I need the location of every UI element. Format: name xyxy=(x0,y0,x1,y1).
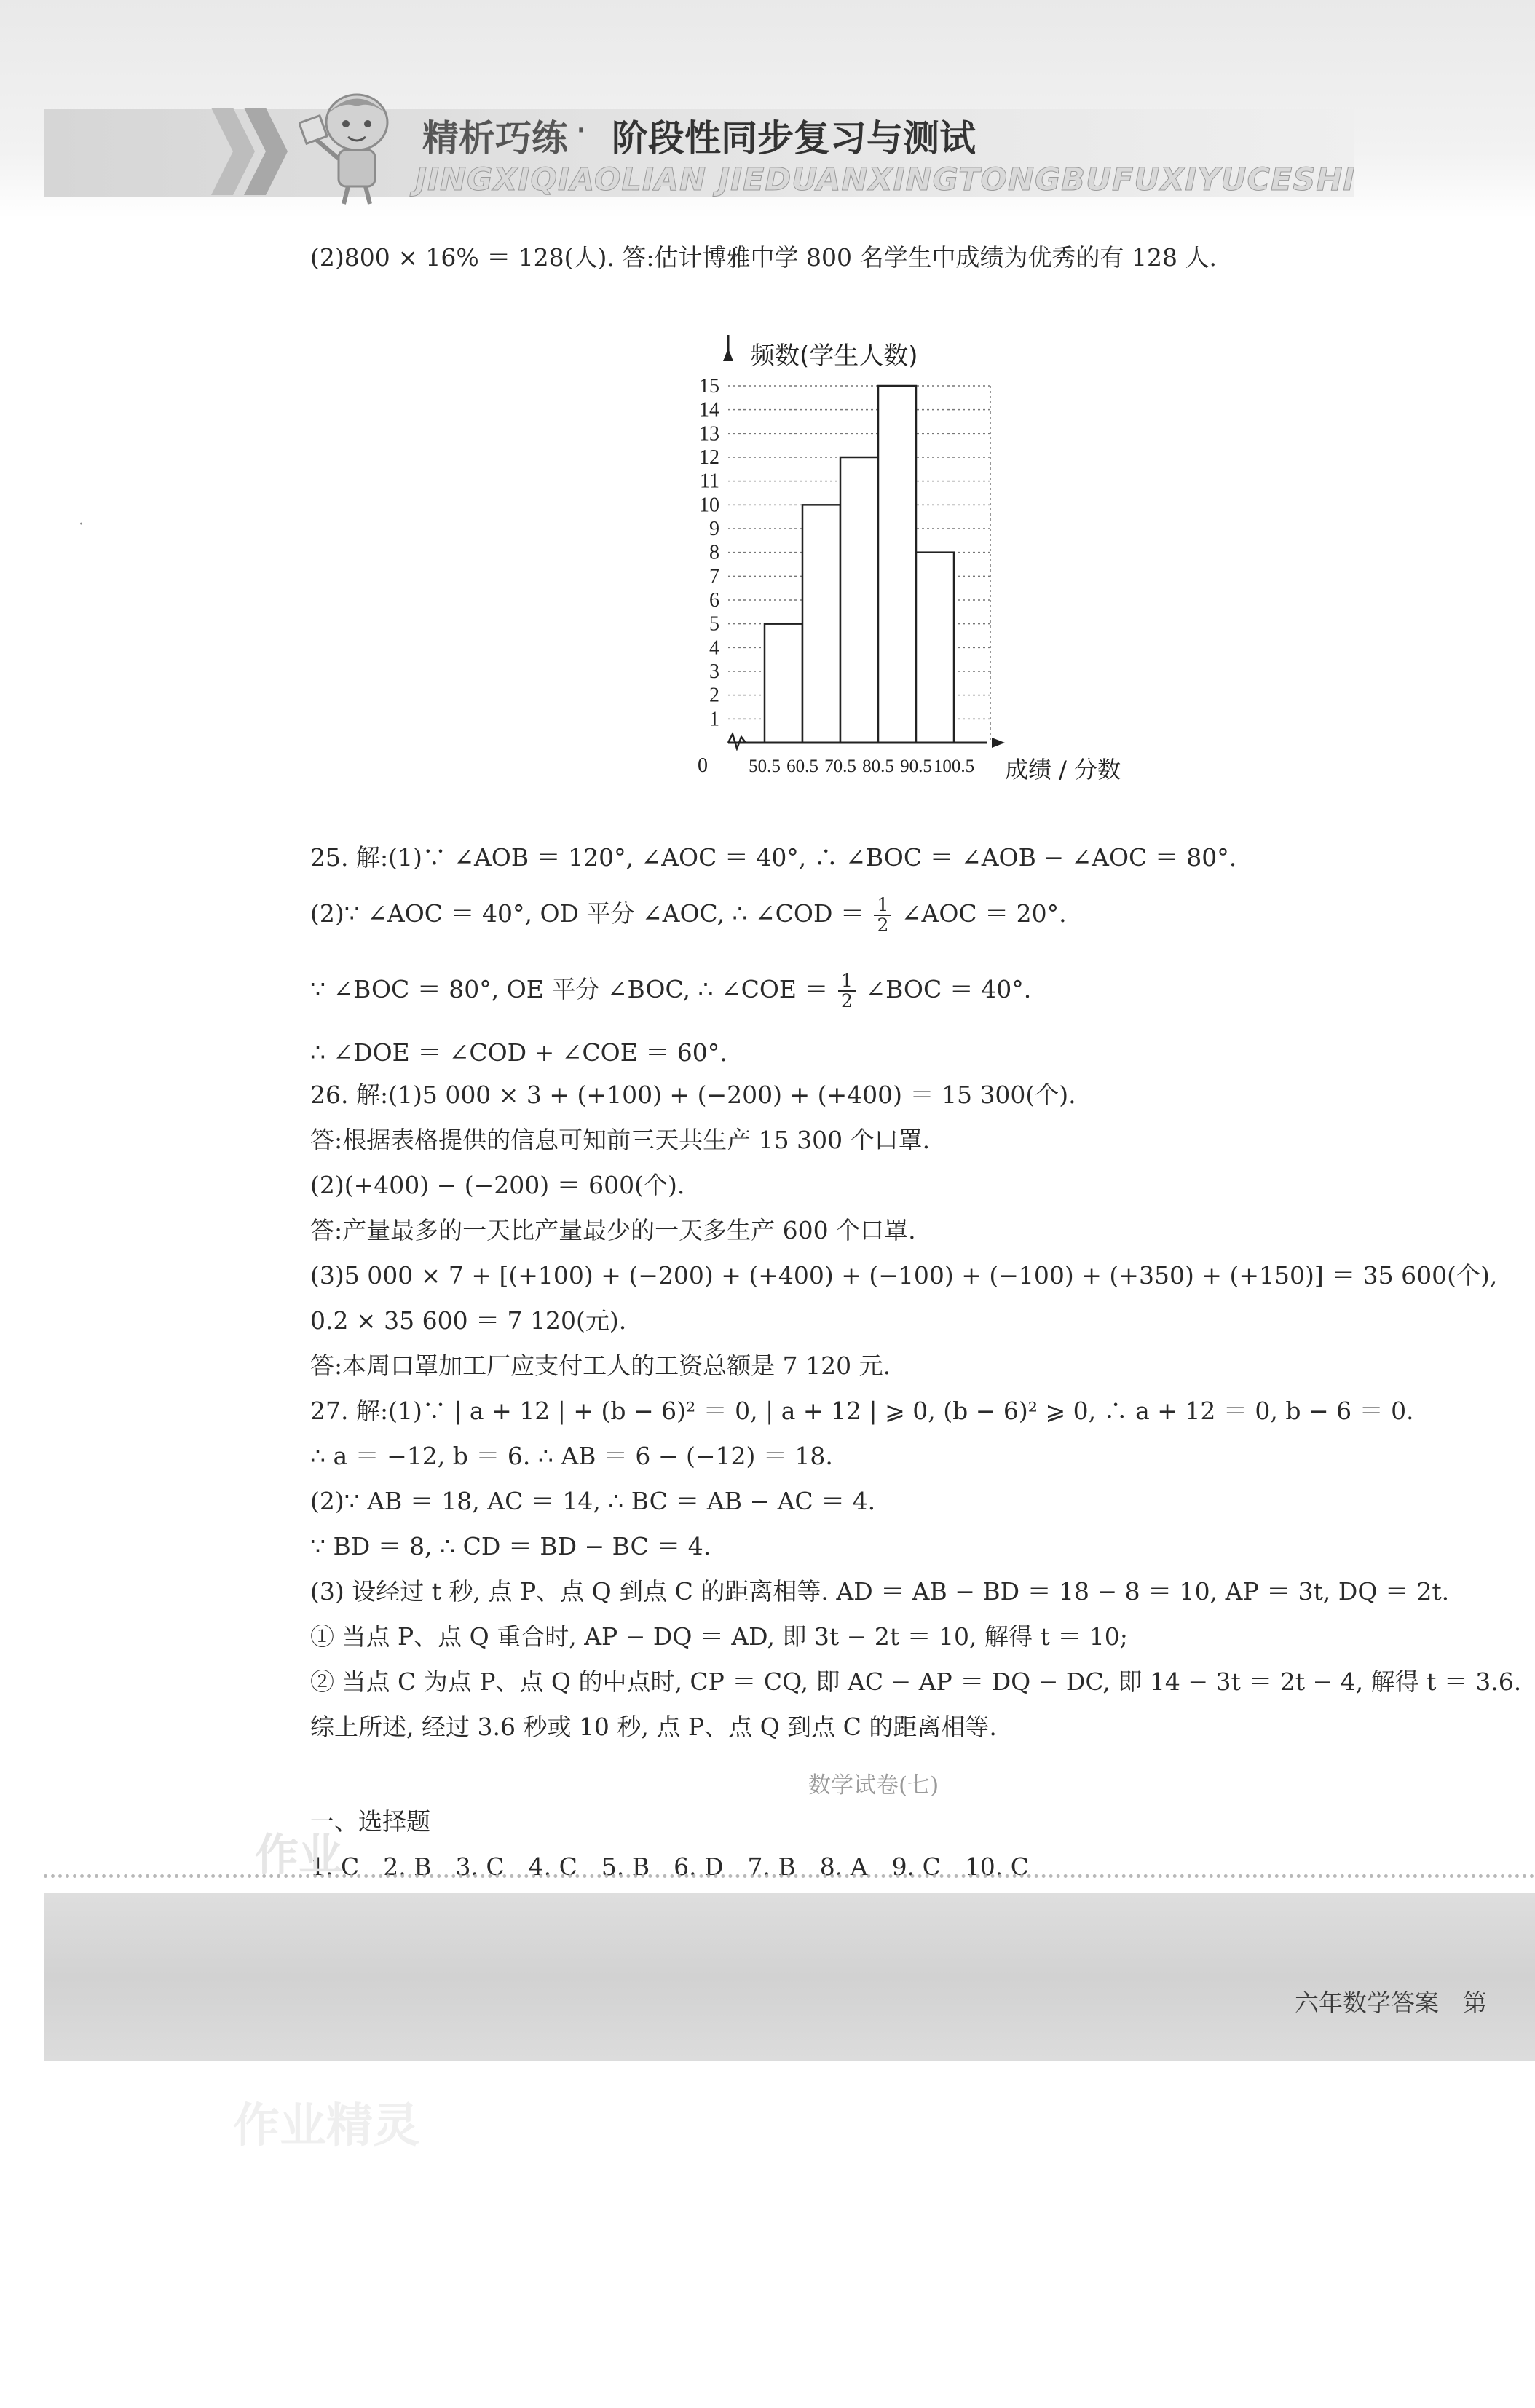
q27-line3: (2)∵ AB ＝ 18, AC ＝ 14, ∴ BC ＝ AB − AC ＝ 4. xyxy=(310,1487,876,1515)
footer-divider xyxy=(44,1874,1535,1878)
y-tick-label: 1 xyxy=(709,708,719,731)
x-tick-label: 60.5 xyxy=(786,757,818,776)
q25-line1: 25. 解:(1)∵ ∠AOB ＝ 120°, ∠AOC ＝ 40°, ∴ ∠BOC ＝ ∠AOB − ∠AOC ＝ 80°. xyxy=(310,843,1237,872)
footer-label: 六年数学答案 第 xyxy=(1295,1989,1487,2017)
y-tick-label: 14 xyxy=(699,398,719,422)
q26-line6: 0.2 × 35 600 ＝ 7 120(元). xyxy=(310,1306,627,1335)
histogram-bar xyxy=(878,386,916,743)
y-tick-label: 8 xyxy=(709,541,719,564)
q26-line2: 答:根据表格提供的信息可知前三天共生产 15 300 个口罩. xyxy=(310,1126,931,1154)
q27-line1: 27. 解:(1)∵ | a + 12 | + (b − 6)² ＝ 0, | a + 12 | ⩾ 0, (b − 6)² ⩾ 0, ∴ a + 12 ＝ 0, b − 6 ＝ 0. xyxy=(310,1397,1414,1425)
x-tick-label: 90.5 xyxy=(900,757,932,776)
chevron-arrows-icon xyxy=(211,108,299,195)
frac-den: 2 xyxy=(877,915,889,936)
q25-line3 xyxy=(310,971,1031,1011)
origin-label: 0 xyxy=(698,754,708,777)
y-tick-label: 13 xyxy=(699,422,719,446)
x-tick-label: 80.5 xyxy=(862,757,894,776)
x-tick-label: 100.5 xyxy=(933,757,975,776)
page-header xyxy=(0,0,1535,218)
q27-line2: ∴ a ＝ −12, b ＝ 6. ∴ AB ＝ 6 − (−12) ＝ 18. xyxy=(310,1442,833,1470)
q26-line3: (2)(+400) − (−200) ＝ 600(个). xyxy=(310,1171,685,1199)
y-axis-title: 频数(学生人数) xyxy=(750,342,918,371)
q27-line4: ∵ BD ＝ 8, ∴ CD ＝ BD − BC ＝ 4. xyxy=(310,1532,711,1560)
y-tick-label: 5 xyxy=(709,612,719,636)
y-tick-label: 12 xyxy=(699,446,719,469)
watermark: 作业精灵 xyxy=(233,2099,419,2153)
y-tick-label: 15 xyxy=(699,375,719,398)
y-tick-label: 6 xyxy=(709,589,719,612)
fraction-one-half xyxy=(838,971,856,1011)
fraction-one-half xyxy=(874,896,891,935)
x-axis-title: 成绩 / 分数 xyxy=(1005,756,1121,783)
x-tick-label: 70.5 xyxy=(824,757,856,776)
q26-line4: 答:产量最多的一天比产量最少的一天多生产 600 个口罩. xyxy=(310,1216,916,1244)
section-title: 数学试卷(七) xyxy=(808,1772,939,1799)
frac-num: 1 xyxy=(838,971,856,992)
frequency-histogram xyxy=(655,335,1180,794)
q25-line2-b: ∠AOC ＝ 20°. xyxy=(901,899,1067,928)
q27-line6: ① 当点 P、点 Q 重合时, AP − DQ ＝ AD, 即 3t − 2t ＝ 10, 解得 t ＝ 10; xyxy=(310,1622,1128,1651)
y-tick-label: 9 xyxy=(709,518,719,540)
choice-heading: 一、选择题 xyxy=(310,1807,430,1836)
mascot-icon xyxy=(299,86,415,206)
footer-band xyxy=(44,1893,1535,2061)
q27-line7: ② 当点 C 为点 P、点 Q 的中点时, CP ＝ CQ, 即 AC − AP ＝ DQ − DC, 即 14 − 3t ＝ 2t − 4, 解得 t ＝ 3.6. xyxy=(310,1667,1522,1696)
y-tick-label: 2 xyxy=(709,684,719,707)
q26-line1: 26. 解:(1)5 000 × 3 + (+100) + (−200) + (+400) ＝ 15 300(个). xyxy=(310,1081,1076,1109)
x-tick-label: 50.5 xyxy=(749,757,781,776)
q27-line8: 综上所述, 经过 3.6 秒或 10 秒, 点 P、点 Q 到点 C 的距离相等. xyxy=(310,1713,997,1741)
frac-num: 1 xyxy=(874,896,891,916)
histogram-bar xyxy=(765,624,802,743)
y-tick-label: 7 xyxy=(709,565,719,588)
book-title: 阶段性同步复习与测试 xyxy=(612,117,976,159)
histogram-bar xyxy=(802,505,840,743)
y-tick-label: 4 xyxy=(709,636,719,660)
watermark: 作业 xyxy=(255,1830,342,1881)
series-name: 精析巧练 xyxy=(422,117,568,159)
q25-line2-a: (2)∵ ∠AOC ＝ 40°, OD 平分 ∠AOC, ∴ ∠COD ＝ xyxy=(310,899,864,928)
q25-line2 xyxy=(310,896,1067,935)
chart-bars xyxy=(765,386,954,743)
histogram-bar xyxy=(840,457,878,743)
axis-break-icon xyxy=(728,734,751,749)
y-tick-label: 10 xyxy=(699,494,719,517)
y-axis-arrow-icon xyxy=(723,348,733,361)
q26-line5: (3)5 000 × 7 + [(+100) + (−200) + (+400) + (−100) + (−100) + (+350) + (+150)] ＝ 35 600(个), xyxy=(310,1261,1498,1290)
y-tick-label: 3 xyxy=(709,660,719,683)
q25-line4: ∴ ∠DOE ＝ ∠COD + ∠COE ＝ 60°. xyxy=(310,1038,727,1067)
choice-answers: 1. C 2. B 3. C 4. C 5. B 6. D 7. B 8. A 9. C 10. C xyxy=(310,1852,1030,1881)
q27-line5: (3) 设经过 t 秒, 点 P、点 Q 到点 C 的距离相等. AD ＝ AB − BD ＝ 18 − 8 ＝ 10, AP ＝ 3t, DQ ＝ 2t. xyxy=(310,1577,1450,1606)
x-axis-arrow-icon xyxy=(992,738,1005,748)
q26-line7: 答:本周口罩加工厂应支付工人的工资总额是 7 120 元. xyxy=(310,1351,891,1380)
q24-part2: (2)800 × 16% ＝ 128(人). 答:估计博雅中学 800 名学生中成绩为优秀的有 128 人. xyxy=(310,243,1217,272)
histogram-bar xyxy=(916,553,954,743)
margin-mark: · xyxy=(79,516,84,534)
q25-line3-a: ∵ ∠BOC ＝ 80°, OE 平分 ∠BOC, ∴ ∠COE ＝ xyxy=(310,975,829,1003)
q25-line3-b: ∠BOC ＝ 40°. xyxy=(865,975,1032,1003)
y-tick-label: 11 xyxy=(700,470,719,493)
frac-den: 2 xyxy=(841,990,853,1011)
header-pinyin: JINGXIQIAOLIAN JIEDUANXINGTONGBUFUXIYUCESHI xyxy=(415,162,1356,198)
title-separator: · xyxy=(575,109,587,151)
